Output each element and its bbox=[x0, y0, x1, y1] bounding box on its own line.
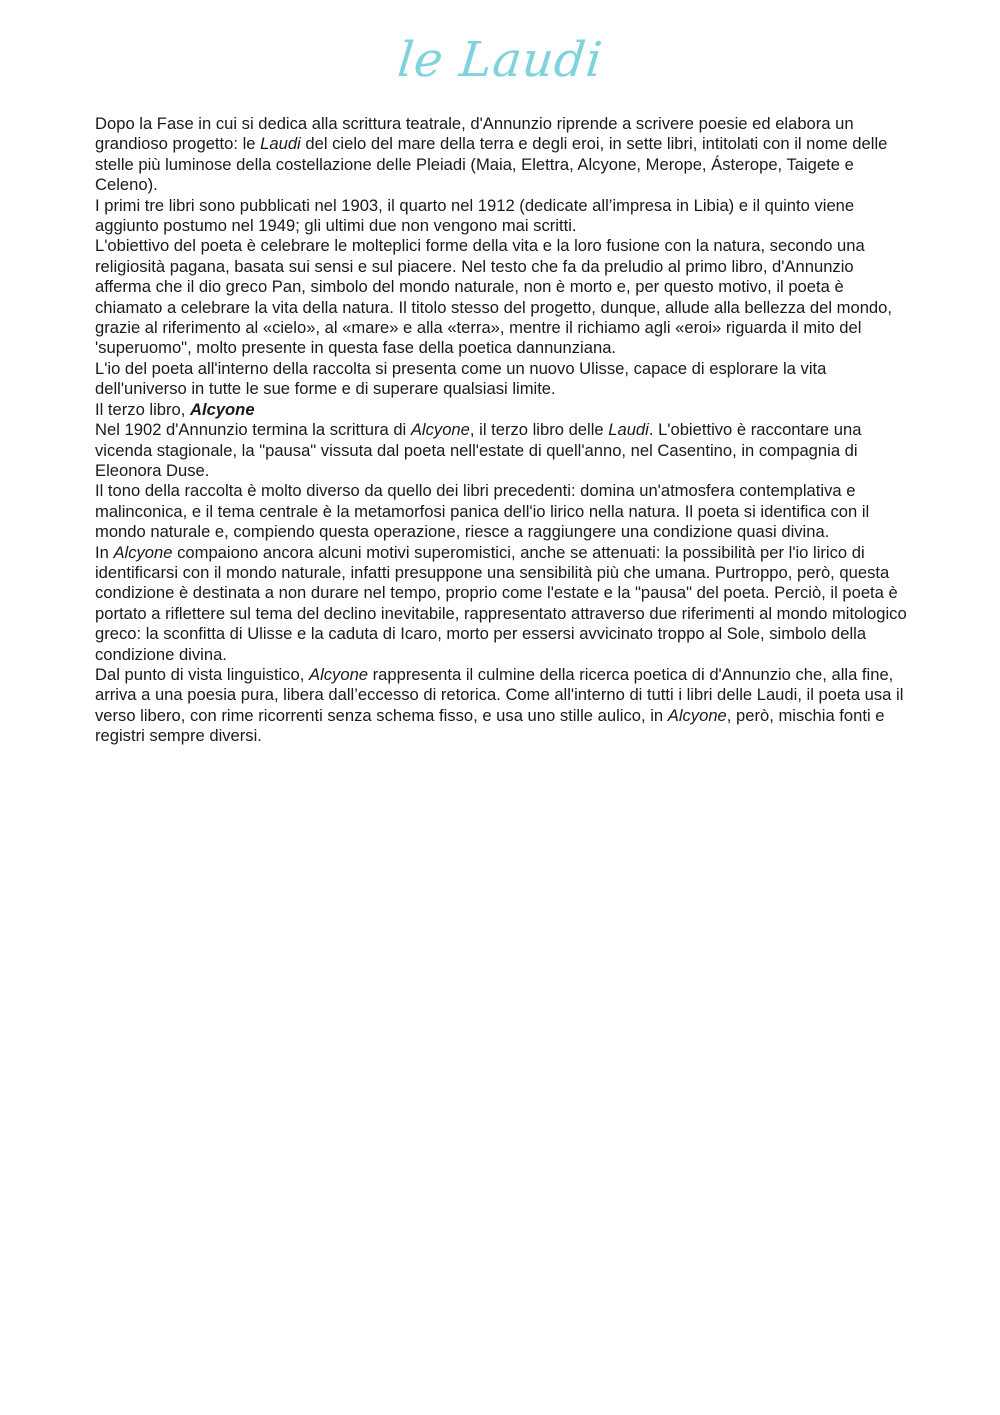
alcyone-italic: Alcyone bbox=[667, 705, 727, 725]
paragraph-objective: L'obiettivo del poeta è celebrare le molteplici forme della vita e la loro fusione con la natura, secondo una religiosità pagana, basata sui sensi e sul piacere. Nel testo che fa da preludio al primo libro, d'Annunzio afferma che il dio greco Pan, simbolo del mondo naturale, non è morto e, per questo motivo, il poeta è chiamato a celebrare la vita della natura. Il titolo stesso del progetto, dunque, allude alla bellezza del mondo, grazie al riferimento al «cielo», al «mare» e alla «terra», mentre il richiamo agli «eroi» riguarda il mito del 'superuomo", molto presente in questa fase della poetica dannunziana. bbox=[95, 236, 892, 358]
paragraph-intro-text-2: del cielo del mare della terra e degli eroi, in sette libri, intitolati con il nome delle stelle più luminose della costellazione delle Pleiadi (Maia, Elettra, Alcyone, Merope, Ásterope, Taigete e Celeno). bbox=[95, 134, 888, 195]
paragraph-linguistic-text-3: , però, mischia fonti e registri sempre diversi. bbox=[95, 705, 885, 746]
title-container bbox=[0, 28, 1000, 92]
section-heading bbox=[95, 400, 910, 420]
section-heading-emphasis: Alcyone bbox=[190, 399, 255, 419]
paragraph-alcyone-1902-text-2: , il terzo libro delle bbox=[469, 420, 609, 440]
paragraph-alcyone-1902-text-1: Nel 1902 d'Annunzio termina la scrittura di bbox=[95, 420, 411, 440]
paragraph-intro bbox=[95, 114, 910, 196]
paragraph-motifs-text-1: In bbox=[95, 542, 114, 562]
paragraph-tone: Il tono della raccolta è molto diverso da quello dei libri precedenti: domina un'atmosfera contemplativa e malinconica, e il tema centrale è la metamorfosi panica dell'io lirico nella natura. Il poeta si identifica con il mondo naturale e, compiendo questa operazione, riesce a raggiungere una condizione quasi divina. bbox=[95, 481, 870, 542]
paragraph-linguistic-text-2: rappresenta il culmine della ricerca poetica di d'Annunzio che, alla fine, arriva a una poesia pura, libera dall’eccesso di retorica. Come all'interno di tutti i libri delle Laudi, il poeta usa il verso libero, con rime ricorrenti senza schema fisso, e usa uno stille aulico, in bbox=[95, 664, 904, 725]
alcyone-italic: Alcyone bbox=[410, 420, 470, 440]
paragraph-alcyone-1902 bbox=[95, 420, 910, 481]
paragraph-motifs-text-2: compaiono ancora alcuni motivi superomistici, anche se attenuati: la possibilità per l'io lirico di identificarsi con il mondo naturale, infatti presuppone una sensibilità più che umana. Purtroppo, però, questa condizione è destinata a non durare nel tempo, proprio come l'estate e la "pausa" del poeta. Perciò, il poeta è portato a riflettere sul tema del declino inevitabile, rappresentato attraverso due riferimenti al mondo mitologico greco: la sconfitta di Ulisse e la caduta di Icaro, morto per essersi avvicinato troppo al Sole, simbolo della condizione divina. bbox=[95, 542, 907, 664]
paragraph-linguistic-text-1: Dal punto di vista linguistico, bbox=[95, 664, 309, 684]
paragraph-linguistic bbox=[95, 665, 910, 747]
alcyone-italic: Alcyone bbox=[113, 542, 173, 562]
section-heading-text: Il terzo libro, bbox=[95, 399, 190, 419]
laudi-italic: Laudi bbox=[260, 134, 301, 154]
document-body bbox=[95, 114, 910, 747]
page-title: le Laudi bbox=[394, 32, 606, 88]
paragraph-alcyone-1902-text-3: . L'obiettivo è raccontare una vicenda stagionale, la "pausa" vissuta dal poeta nell'estate di quell'anno, nel Casentino, in compagnia di Eleonora Duse. bbox=[95, 420, 862, 480]
paragraph-intro-text-1: Dopo la Fase in cui si dedica alla scrittura teatrale, d'Annunzio riprende a scrivere poesie ed elabora un grandioso progetto: le bbox=[95, 114, 854, 154]
paragraph-motifs bbox=[95, 543, 910, 665]
paragraph-ulisse: L'io del poeta all'interno della raccolta si presenta come un nuovo Ulisse, capace di esplorare la vita dell'universo in tutte le sue forme e di superare qualsiasi limite. bbox=[95, 358, 827, 399]
laudi-italic: Laudi bbox=[608, 420, 649, 440]
alcyone-italic: Alcyone bbox=[309, 664, 369, 684]
paragraph-publication: I primi tre libri sono pubblicati nel 1903, il quarto nel 1912 (dedicate all’impresa in Libia) e il quinto viene aggiunto postumo nel 1949; gli ultimi due non vengono mai scritti. bbox=[95, 195, 855, 236]
